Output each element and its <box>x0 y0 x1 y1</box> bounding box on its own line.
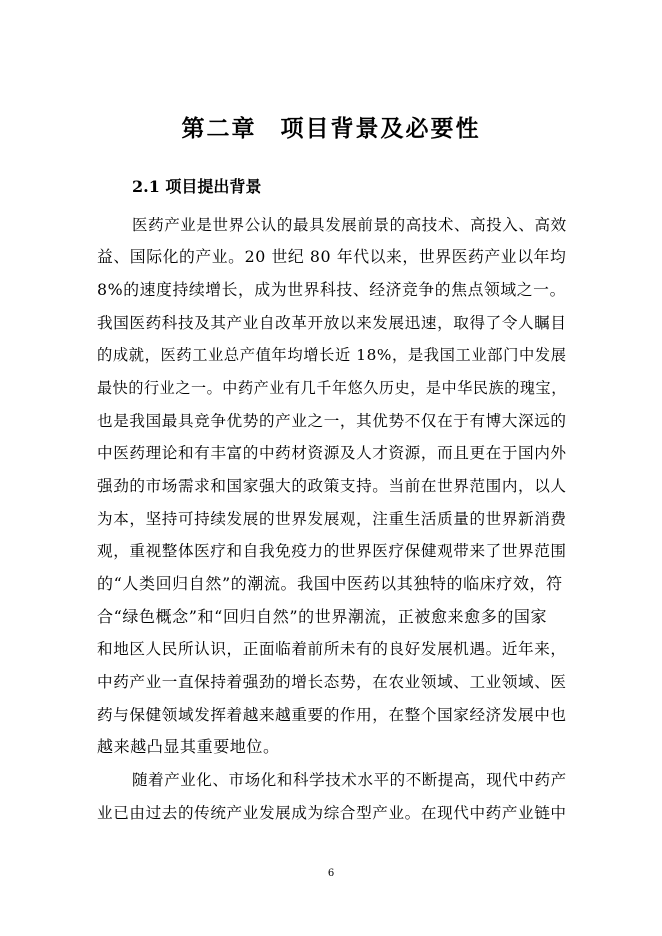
paragraph-line: 的“人类回归自然”的潮流。我国中医药以其独特的临床疗效，符 <box>97 574 563 593</box>
paragraph-line: 强劲的市场需求和国家强大的政策支持。当前在世界范围内，以人 <box>97 477 567 495</box>
section-heading: 2.1 项目提出背景 <box>132 177 262 196</box>
paragraph-line: 药与保健领域发挥着越来越重要的作用，在整个国家经济发展中也 <box>97 706 567 724</box>
chapter-title <box>0 113 662 145</box>
page-number: 6 <box>327 868 335 879</box>
paragraph-line: 8%的速度持续增长，成为世界科技、经济竞争的焦点领域之一。 <box>97 280 566 299</box>
paragraph-line: 中药产业一直保持着强劲的增长态势，在农业领域、工业领域、医 <box>97 673 567 691</box>
chapter-number: 第二章 <box>181 115 257 142</box>
paragraph-line: 益、国际化的产业。20 世纪 80 年代以来，世界医药产业以年均 <box>97 247 567 266</box>
paragraph-line: 医药产业是世界公认的最具发展前景的高技术、高投入、高效 <box>132 216 567 234</box>
paragraph-line: 也是我国最具竞争优势的产业之一，其优势不仅在于有博大深远的 <box>97 412 567 430</box>
paragraph-line: 随着产业化、市场化和科学技术水平的不断提高，现代中药产 <box>132 771 567 789</box>
paragraph-line: 业已由过去的传统产业发展成为综合型产业。在现代中药产业链中 <box>97 804 567 822</box>
paragraph-line: 中医药理论和有丰富的中药材资源及人才资源，而且更在于国内外 <box>97 444 567 462</box>
paragraph-line: 合“绿色概念”和“回归自然”的世界潮流，正被愈来愈多的国家 <box>97 607 548 626</box>
paragraph-line: 我国医药科技及其产业自改革开放以来发展迅速，取得了令人瞩目 <box>97 314 567 332</box>
paragraph-line: 观，重视整体医疗和自我免疫力的世界医疗保健观带来了世界范围 <box>97 542 567 560</box>
chapter-title-text: 项目背景及必要性 <box>280 115 481 142</box>
paragraph-line: 越来越凸显其重要地位。 <box>97 737 280 756</box>
paragraph-line: 的成就，医药工业总产值年均增长近 18%，是我国工业部门中发展 <box>97 346 567 364</box>
paragraph-line: 为本，坚持可持续发展的世界发展观，注重生活质量的世界新消费 <box>97 510 567 528</box>
paragraph-line: 和地区人民所认识，正面临着前所未有的良好发展机遇。近年来， <box>97 640 567 658</box>
paragraph-line: 最快的行业之一。中药产业有几千年悠久历史，是中华民族的瑰宝， <box>97 379 567 397</box>
